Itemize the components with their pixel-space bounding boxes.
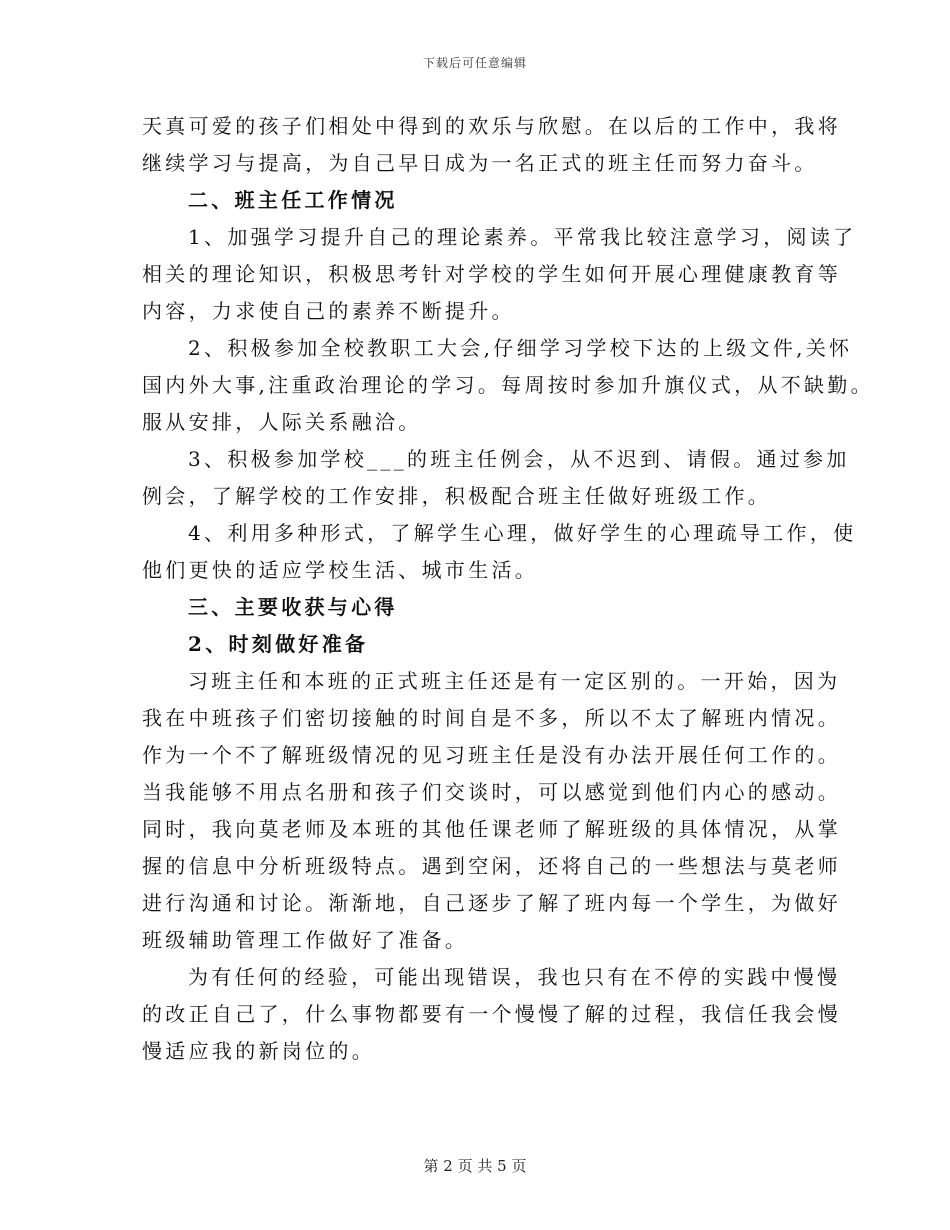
text-line: 他们更快的适应学校生活、城市生活。 (142, 558, 539, 582)
text-line: 进行沟通和讨论。渐渐地，自己逐步了解了班内每一个学生，为做好 (142, 891, 841, 915)
text-line: 握的信息中分析班级特点。遇到空闲，还将自己的一些想法与莫老师 (142, 854, 841, 878)
document-body (142, 108, 874, 1070)
text-line: 慢适应我的新岗位的。 (142, 1039, 375, 1063)
text-line: 3、积极参加学校___的班主任例会，从不迟到、请假。通过参加 (188, 447, 850, 471)
text-line: 国内外大事,注重政治理论的学习。每周按时参加升旗仪式，从不缺勤。 (142, 373, 874, 397)
text-line: 2、积极参加全校教职工大会,仔细学习学校下达的上级文件,关怀 (188, 336, 853, 360)
section-heading: 二、班主任工作情况 (188, 188, 398, 212)
text-line: 服从安排，人际关系融洽。 (142, 410, 422, 434)
text-line: 内容，力求使自己的素养不断提升。 (142, 299, 515, 323)
page-header: 下载后可任意编辑 (422, 56, 527, 70)
text-line: 作为一个不了解班级情况的见习班主任是没有办法开展任何工作的。 (142, 743, 841, 767)
text-line: 继续学习与提高，为自己早日成为一名正式的班主任而努力奋斗。 (142, 151, 818, 175)
text-line: 1、加强学习提升自己的理论素养。平常我比较注意学习，阅读了 (188, 225, 857, 249)
text-line: 相关的理论知识，积极思考针对学校的学生如何开展心理健康教育等 (142, 262, 841, 286)
text-line: 习班主任和本班的正式班主任还是有一定区别的。一开始，因为 (188, 669, 841, 693)
text-line: 为有任何的经验，可能出现错误，我也只有在不停的实践中慢慢 (188, 965, 841, 989)
text-line: 天真可爱的孩子们相处中得到的欢乐与欣慰。在以后的工作中，我将 (142, 114, 841, 138)
section-heading: 2、时刻做好准备 (188, 632, 369, 656)
text-line: 我在中班孩子们密切接触的时间自是不多，所以不太了解班内情况。 (142, 706, 841, 730)
text-line: 例会，了解学校的工作安排，积极配合班主任做好班级工作。 (142, 484, 772, 508)
text-line: 的改正自己了，什么事物都要有一个慢慢了解的过程，我信任我会慢 (142, 1002, 841, 1026)
text-line: 4、利用多种形式，了解学生心理，做好学生的心理疏导工作，使 (188, 521, 857, 545)
text-line: 班级辅助管理工作做好了准备。 (142, 928, 469, 952)
section-heading: 三、主要收获与心得 (188, 595, 398, 619)
page-footer: 第 2 页 共 5 页 (423, 1157, 527, 1175)
text-line: 同时，我向莫老师及本班的其他任课老师了解班级的具体情况，从掌 (142, 817, 841, 841)
text-line: 当我能够不用点名册和孩子们交谈时，可以感觉到他们内心的感动。 (142, 780, 841, 804)
